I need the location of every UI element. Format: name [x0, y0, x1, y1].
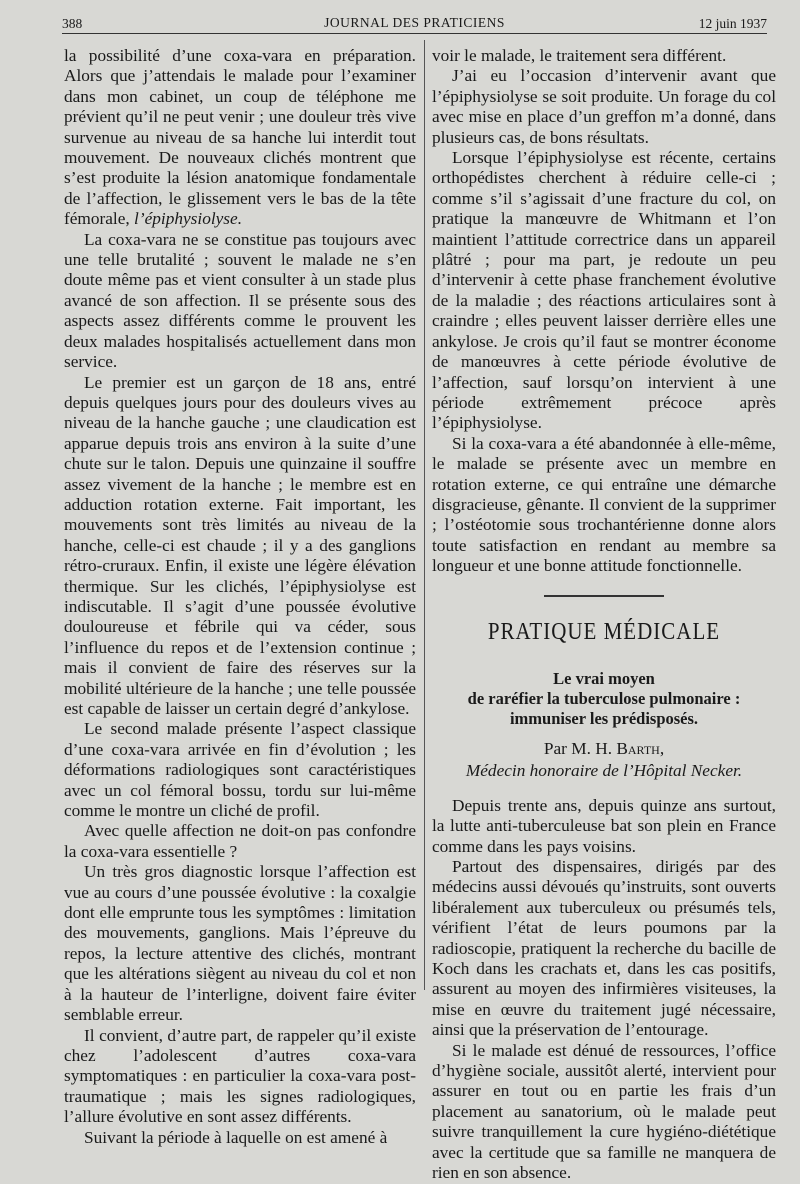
paragraph: La coxa-vara ne se constitue pas toujours avec une telle brutalité ; souvent le malade ne s’en doute même pas et vient consulter à un stade plus avancé de son affection. Il se présente sous des aspects assez différents comme le prouvent les deux malades hospitalisés actuellement dans mon service.: [64, 229, 416, 372]
paragraph: Suivant la période à laquelle on est amené à: [84, 1127, 388, 1147]
article-title-line: immuniser les prédisposés.: [509, 708, 699, 728]
paragraph: Avec quelle affection ne doit-on pas confondre la coxa-vara essentielle ?: [64, 821, 416, 861]
article-byline: Par M. H. Barth,: [543, 738, 665, 758]
paragraph: Il convient, d’autre part, de rappeler qu’il existe chez l’adolescent d’autres coxa-vara symptomatiques : en particulier la coxa-vara post-traumatique ; mais les signes radiologiques, l’allure évolutive en sont assez différents.: [64, 1025, 416, 1127]
paragraph: Le premier est un garçon de 18 ans, entré depuis quelques jours pour des douleurs vives au niveau de la hanche gauche ; une claudication est apparue depuis trois ans environ à la suite d’une chute sur le talon. Depuis une quinzaine il souffre assez vivement de la hanche ; le membre est en adduction rotation externe. Fait important, les mouvements sont très limités au niveau de la hanche, celle-ci est chaude ; il y a des ganglions rétro-cruraux. Enfin, il existe une légère élévation thermique. Sur les clichés, l’épiphysiolyse est indiscutable. Il s’agit d’une poussée évolutive douloureuse et fébrile qui va céder, sous l’influence du repos et de l’extension continue ; mais il convient de faire des réserves sur la mobilité ultérieure de la hanche ; une telle poussée est capable de laisser un certain degré d’ankylose.: [64, 372, 416, 718]
paragraph: J’ai eu l’occasion d’intervenir avant que l’épiphysiolyse se soit produite. Un forage du col avec mise en place d’un greffon m’a donné, dans plusieurs cas, de bons résultats.: [432, 66, 776, 147]
header-rule: [62, 33, 767, 34]
paragraph: la possibilité d’une coxa-vara en préparation. Alors que j’attendais le malade pour l’examiner dans mon cabinet, un coup de téléphone me prévient qu’il ne peut venir ; une douleur très vive survenue au niveau de sa hanche lui interdit tout mouvement. De nouveaux clichés montrent que s’est produite la lésion anatomique fondamentale de l’affection, le glissement vers le bas de la tête fémorale, l’épiphysiolyse.: [64, 46, 416, 229]
paragraph: Si la coxa-vara a été abandonnée à elle-même, le malade se présente avec un membre en rotation externe, ce qui entraîne une démarche disgracieuse, gênante. Il convient de la supprimer ; l’ostéotomie sous trochantérienne donne alors toute satisfaction en rendant au membre sa longueur et une bonne attitude fonctionnelle.: [432, 433, 776, 576]
paragraph: Le second malade présente l’aspect classique d’une coxa-vara arrivée en fin d’évolution ; les déformations radiologiques sont caractéristiques avec un col fémoral bossu, tordu sur lui-même comme le montre un cliché de profil.: [64, 719, 416, 821]
paragraph: Si le malade est dénué de ressources, l’office d’hygiène sociale, aussitôt alerté, intervient pour assurer en tout ou en partie les frais d’un placement au sanatorium, où le malade peut suivre tranquillement la cure hygiéno-diététique avec la certitude que sa famille ne manquera de rien en son absence.: [432, 1040, 776, 1183]
column-divider: [424, 40, 425, 990]
journal-title: JOURNAL DES PRATICIENS: [324, 15, 505, 30]
section-separator: [544, 595, 664, 597]
paragraph: Depuis trente ans, depuis quinze ans surtout, la lutte anti-tuberculeuse bat son plein en France comme dans les pays voisins.: [432, 795, 776, 856]
paragraph: Un très gros diagnostic lorsque l’affection est vue au cours d’une poussée évolutive : la coxalgie dont elle emprunte tous les symptômes : limitation des mouvements, ganglions. Mais l’épreuve du repos, la lecture attentive des clichés, montrant que les altérations siègent au niveau du col et non à la hauteur de l’interligne, doivent faire éviter semblable erreur.: [64, 862, 416, 1025]
page-number: 388: [62, 16, 83, 31]
issue-date: 12 juin 1937: [698, 16, 767, 31]
right-column: [432, 46, 776, 1184]
section-title: PRATIQUE MÉDICALE: [487, 616, 721, 645]
italic-term: l’épiphysiolyse.: [134, 209, 243, 229]
article-title-line: Le vrai moyen: [553, 668, 655, 688]
author-name: Barth,: [616, 738, 665, 758]
paragraph: voir le malade, le traitement sera différent.: [432, 46, 727, 65]
paragraph: Partout des dispensaires, dirigés par des médecins aussi dévoués qu’instruits, sont ouverts libéralement aux tuberculeux ou présumés tels, vérifient l’état de leurs poumons par la radioscopie, pratiquent la recherche du bacille de Koch dans les crachats et, dans les cas positifs, assurent au moyen des infirmières visiteuses, la mise en œuvre du traitement jugé nécessaire, ainsi que la préservation de l’entourage.: [432, 857, 776, 1040]
paragraph: Lorsque l’épiphysiolyse est récente, certains orthopédistes cherchent à réduire celle-ci ; comme s’il s’agissait d’une fracture du col, on pratique la manœuvre de Whitmann et l’on maintient l’attitude correctrice dans un appareil plâtré ; pour ma part, je redoute un peu d’intervenir à cette phase franchement évolutive de la maladie ; des réactions articulaires sont à craindre ; elles peuvent laisser derrière elles une ankylose. Je crois qu’il faut se montrer économe de manœuvres à cette période évolutive de l’affection, sauf lorsqu’on intervient à une période extrêmement précoce après l’épiphysiolyse.: [432, 148, 776, 433]
author-affiliation: Médecin honoraire de l’Hôpital Necker.: [465, 761, 743, 781]
article-title-line: de raréfier la tuberculose pulmonaire :: [467, 688, 741, 708]
left-column: [64, 46, 416, 1148]
